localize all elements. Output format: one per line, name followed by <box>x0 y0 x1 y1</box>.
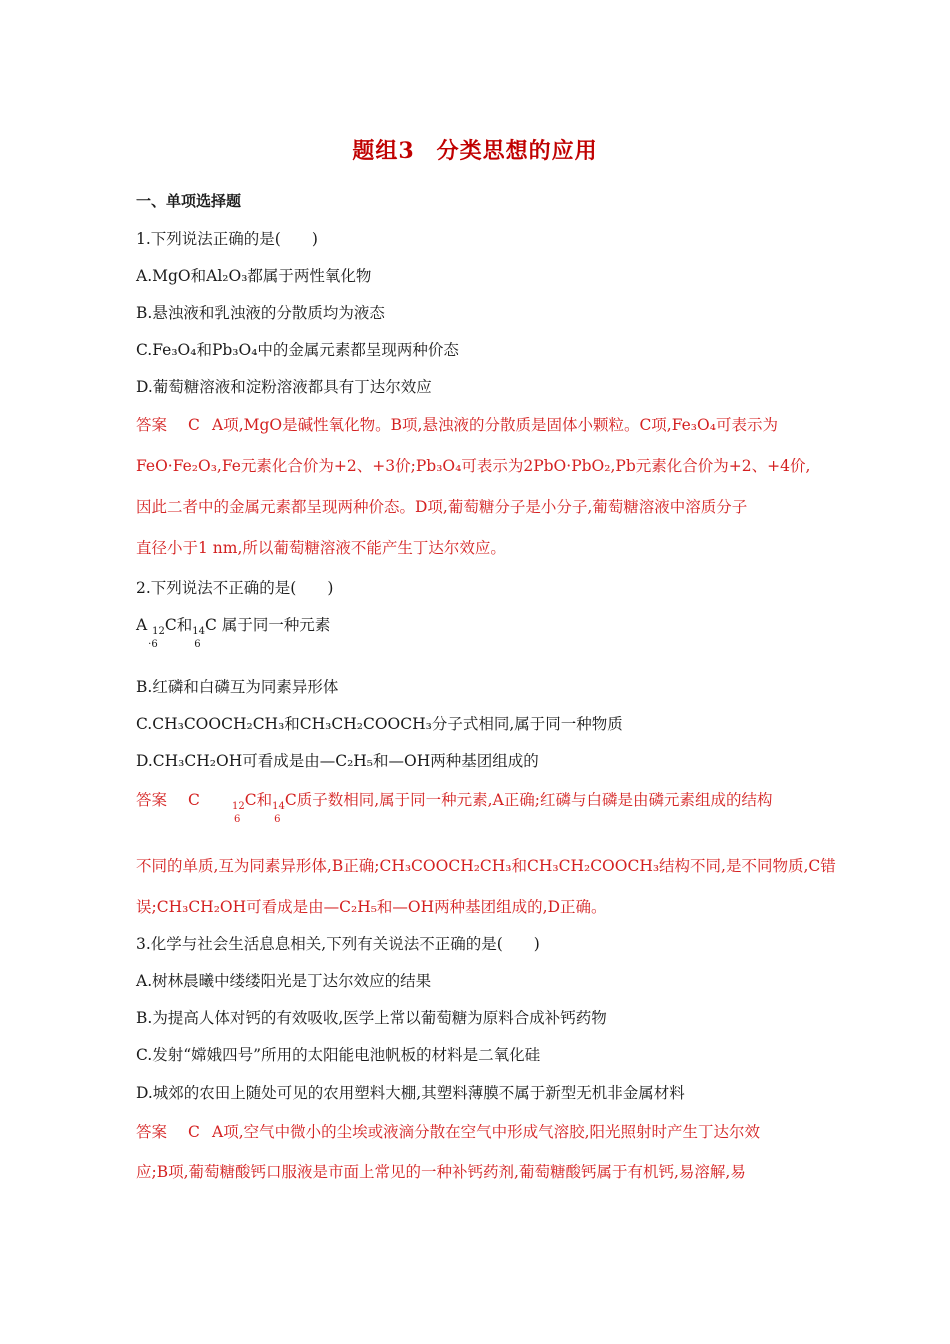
q3-option-c: C.发射“嫦娥四号”所用的太阳能电池帆板的材料是二氧化硅 <box>136 1046 541 1064</box>
q2-explanation-2: 不同的单质,互为同素异形体,B正确;CH₃COOCH₂CH₃和CH₃CH₂COOCH₃结构不同,是不同物质,C错 <box>136 857 836 875</box>
q2-explanation-1: 质子数相同,属于同一种元素,A正确;红磷与白磷是由磷元素组成的结构 <box>296 791 773 809</box>
q3-answer <box>136 1121 826 1143</box>
q1-stem: 1.下列说法正确的是( ) <box>136 230 318 248</box>
q2-option-d: D.CH₃CH₂OH可看成是由—C₂H₅和—OH两种基团组成的 <box>136 752 539 770</box>
expl-isotope-c12: $_{12}$C 6 <box>232 791 257 825</box>
answer-label: 答案 <box>136 1123 168 1141</box>
q3-option-a: A.树林晨曦中缕缕阳光是丁达尔效应的结果 <box>136 972 432 990</box>
q2-explanation-3: 误;CH₃CH₂OH可看成是由—C₂H₅和—OH两种基团组成的,D正确。 <box>136 898 607 916</box>
answer-label: 答案 <box>136 791 168 809</box>
q1-answer-option: C <box>188 416 200 434</box>
answer-label: 答案 <box>136 416 168 434</box>
isotope-c12: $_{12}$C ·6 <box>148 616 177 650</box>
title-group: 题组3 <box>352 138 415 164</box>
section-heading: 一、单项选择题 <box>136 192 242 210</box>
q3-explanation-1: A项,空气中微小的尘埃或液滴分散在空气中形成气溶胶,阳光照射时产生丁达尔效 <box>212 1123 761 1141</box>
q1-option-b: B.悬浊液和乳浊液的分散质均为液态 <box>136 304 385 322</box>
q1-explanation-3: 因此二者中的金属元素都呈现两种价态。D项,葡萄糖分子是小分子,葡萄糖溶液中溶质分子 <box>136 498 748 516</box>
q1-answer <box>136 414 826 436</box>
q3-stem: 3.化学与社会生活息息相关,下列有关说法不正确的是( ) <box>136 935 540 953</box>
q2-answer-option: C <box>188 791 200 809</box>
q1-explanation-4: 直径小于1 nm,所以葡萄糖溶液不能产生丁达尔效应。 <box>136 539 506 557</box>
q1-option-d: D.葡萄糖溶液和淀粉溶液都具有丁达尔效应 <box>136 378 432 396</box>
q2-answer: 答案 C $_{12}$C 6 和$_{14}$C 6 质子数相同,属于同一种元素,A正确;红磷与白磷是由磷元素组成的结构 <box>136 791 773 825</box>
q3-option-b: B.为提高人体对钙的有效吸收,医学上常以葡萄糖为原料合成补钙药物 <box>136 1009 607 1027</box>
q1-explanation-1: A项,MgO是碱性氧化物。B项,悬浊液的分散质是固体小颗粒。C项,Fe₃O₄可表示为 <box>212 416 778 434</box>
q2-stem: 2.下列说法不正确的是( ) <box>136 579 334 597</box>
q2-option-b: B.红磷和白磷互为同素异形体 <box>136 678 339 696</box>
q3-explanation-2: 应;B项,葡萄糖酸钙口服液是市面上常见的一种补钙药剂,葡萄糖酸钙属于有机钙,易溶解,易 <box>136 1163 746 1181</box>
q2-option-a-prefix: A <box>136 616 148 634</box>
q2-option-a-suffix: 属于同一种元素 <box>221 616 331 634</box>
q2-option-c: C.CH₃COOCH₂CH₃和CH₃CH₂COOCH₃分子式相同,属于同一种物质 <box>136 715 623 733</box>
isotope-c14: $_{14}$C 6 <box>192 616 217 650</box>
expl-isotope-c14: $_{14}$C 6 <box>272 791 297 825</box>
title-text: 分类思想的应用 <box>436 138 598 164</box>
q1-explanation-2: FeO·Fe₂O₃,Fe元素化合价为+2、+3价;Pb₃O₄可表示为2PbO·PbO₂,Pb元素化合价为+2、+4价, <box>136 457 811 475</box>
q3-option-d: D.城郊的农田上随处可见的农用塑料大棚,其塑料薄膜不属于新型无机非金属材料 <box>136 1084 685 1102</box>
q3-answer-option: C <box>188 1123 200 1141</box>
page-title <box>0 134 950 165</box>
q2-option-a: A $_{12}$C ·6 和$_{14}$C 6 属于同一种元素 <box>136 616 331 650</box>
q1-option-c: C.Fe₃O₄和Pb₃O₄中的金属元素都呈现两种价态 <box>136 341 459 359</box>
q1-option-a: A.MgO和Al₂O₃都属于两性氧化物 <box>136 267 372 285</box>
